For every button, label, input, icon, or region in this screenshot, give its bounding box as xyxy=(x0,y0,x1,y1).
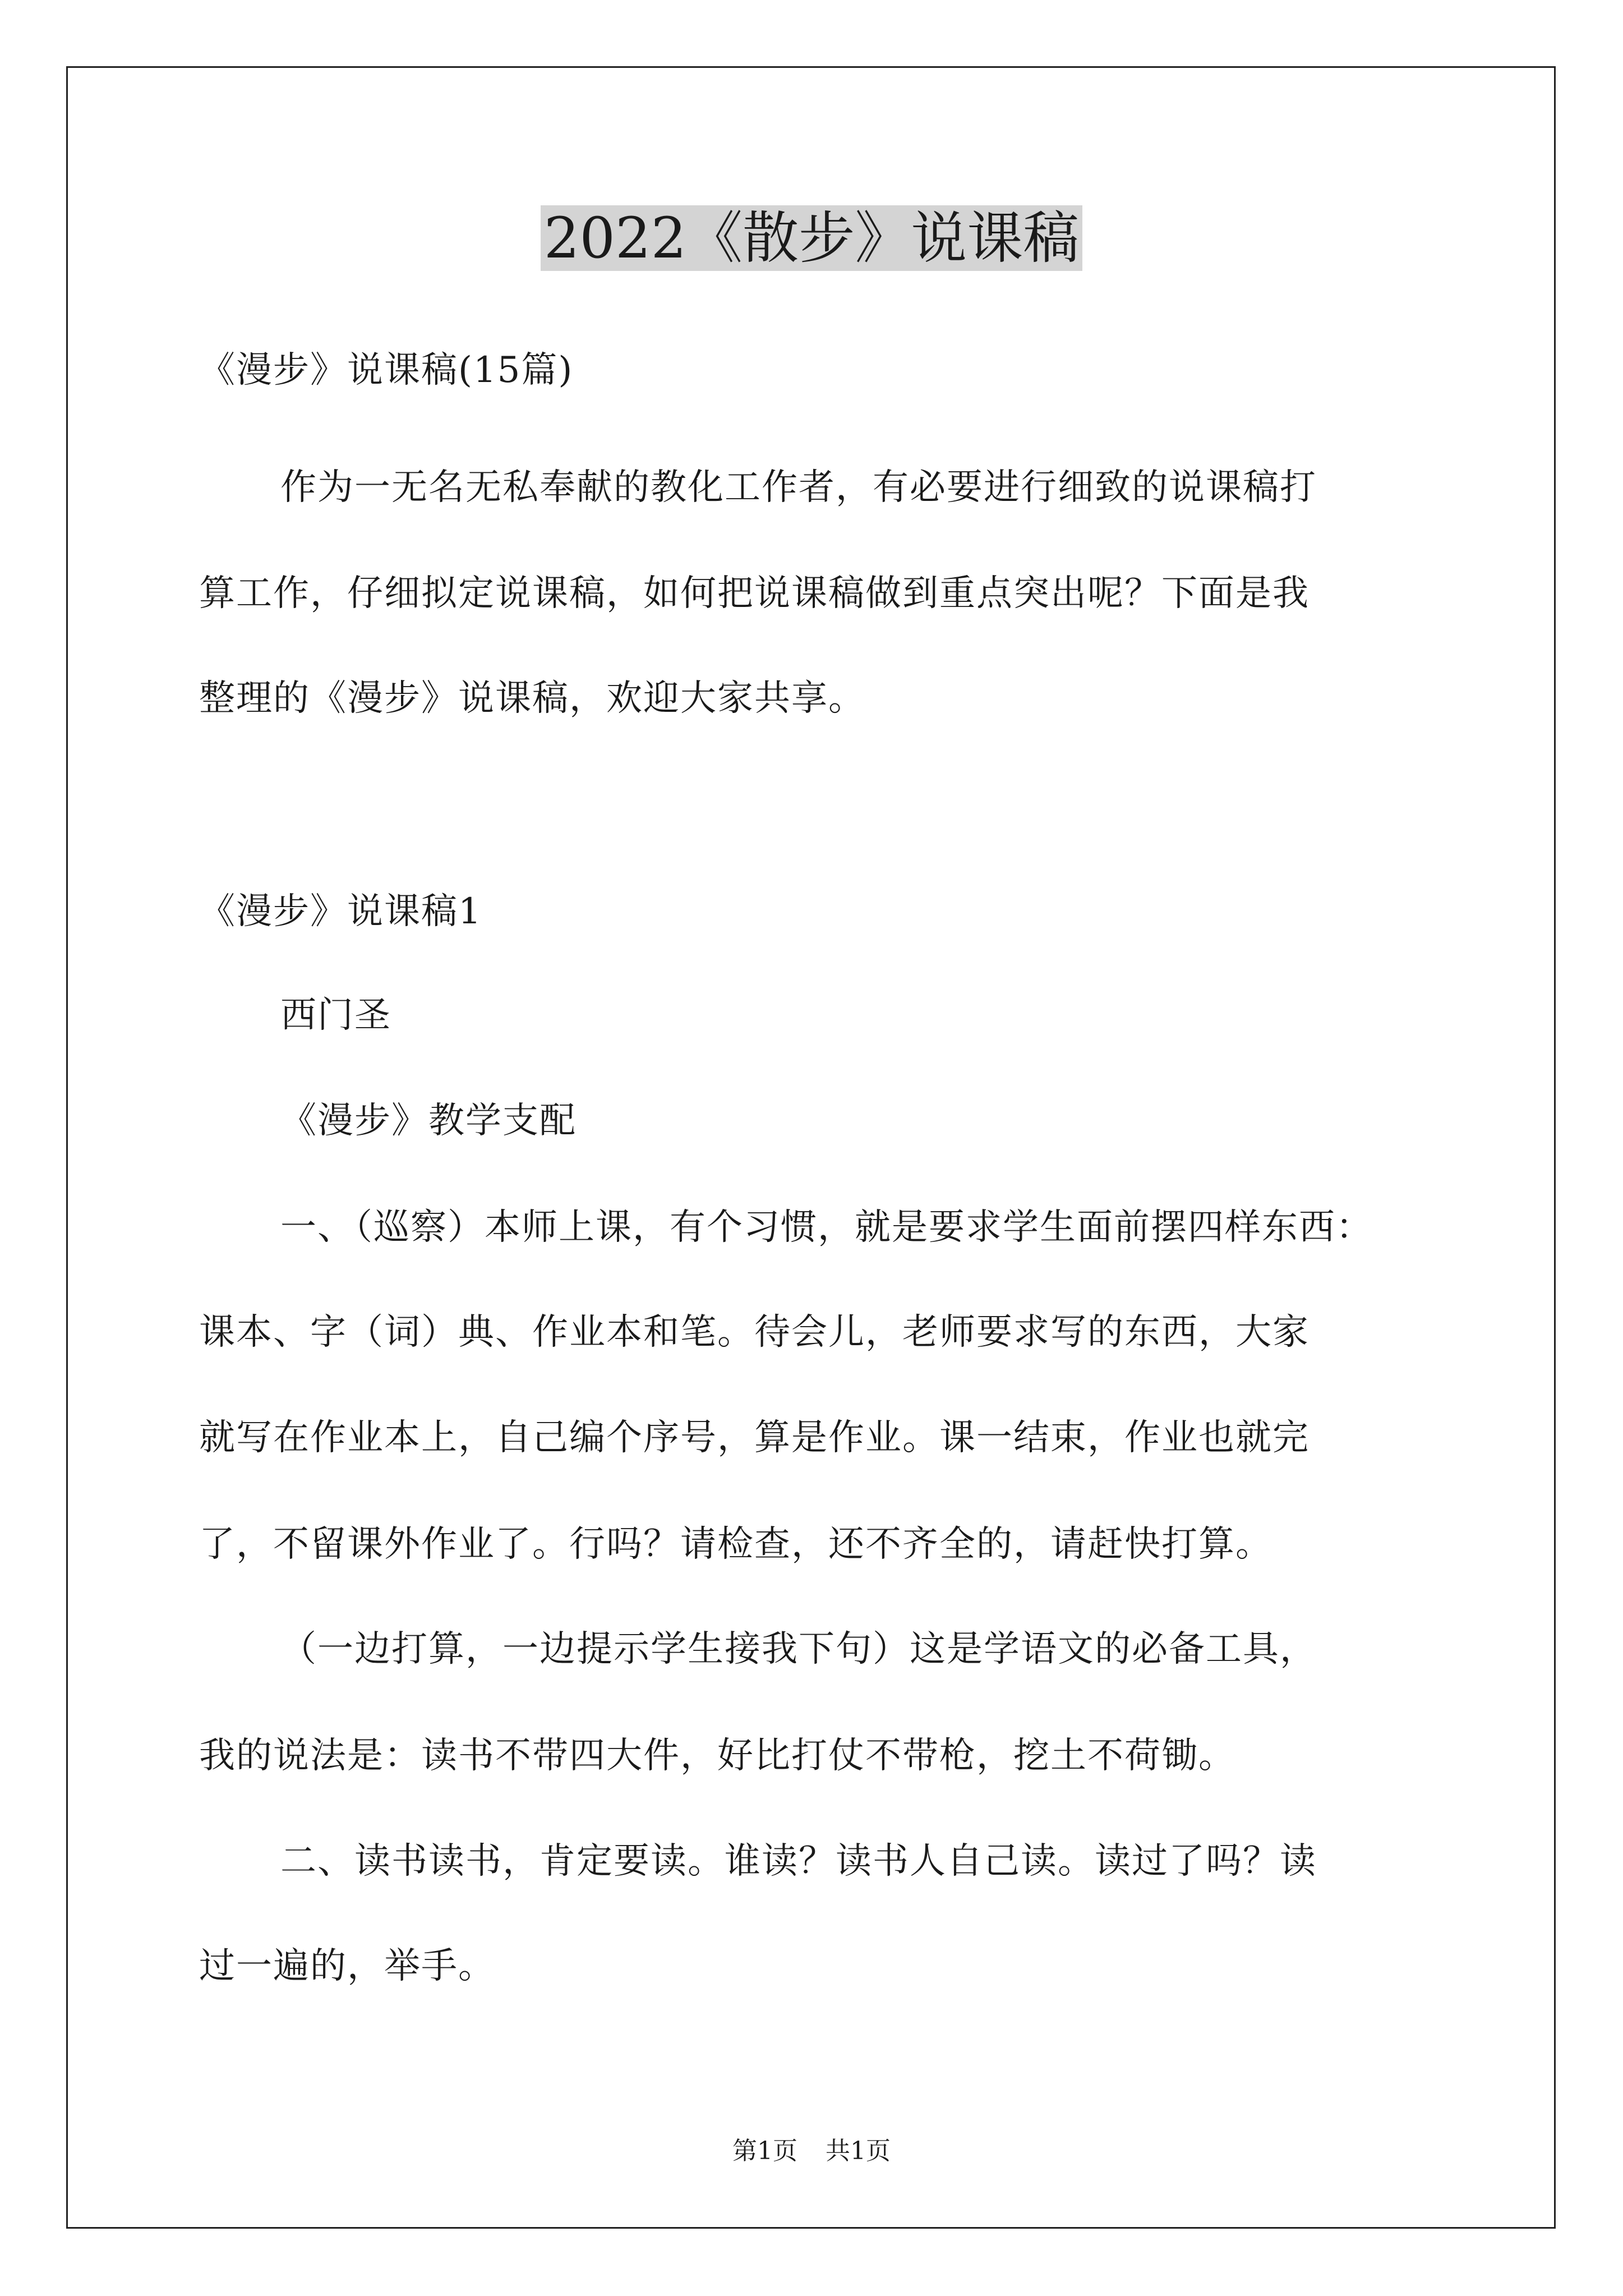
paragraph-line: 算工作，仔细拟定说课稿，如何把说课稿做到重点突出呢？下面是我 xyxy=(199,573,1310,614)
paragraph-line: 作为一无名无私奉献的教化工作者，有必要进行细致的说课稿打 xyxy=(280,467,1317,508)
paragraph-line: 了，不留课外作业了。行吗？请检查，还不齐全的，请赶快打算。 xyxy=(199,1524,1272,1565)
section-heading: 《漫步》说课稿1 xyxy=(199,891,482,932)
section-subheading: 《漫步》教学支配 xyxy=(280,1100,577,1142)
document-title-text: 2022《散步》说课稿 xyxy=(541,205,1083,271)
paragraph-line: 整理的《漫步》说课稿，欢迎大家共享。 xyxy=(199,678,865,719)
paragraph-line: 过一遍的，举手。 xyxy=(199,1945,495,1987)
paragraph-line: 我的说法是：读书不带四大件，好比打仗不带枪，挖土不荷锄。 xyxy=(199,1735,1235,1777)
page-total: 共1页 xyxy=(826,2137,891,2165)
paragraph-line: 二、读书读书，肯定要读。谁读？读书人自己读。读过了吗？读 xyxy=(280,1841,1317,1882)
page-footer xyxy=(0,2134,1623,2168)
paragraph-line: 课本、字（词）典、作业本和笔。待会儿，老师要求写的东西，大家 xyxy=(199,1312,1310,1353)
paragraph-line: 一、（巡察）本师上课，有个习惯，就是要求学生面前摆四样东西： xyxy=(280,1207,1373,1248)
paragraph-line: （一边打算，一边提示学生接我下句）这是学语文的必备工具， xyxy=(280,1628,1317,1670)
document-title xyxy=(0,199,1623,278)
paragraph-line: 就写在作业本上，自己编个序号，算是作业。课一结束，作业也就完 xyxy=(199,1417,1310,1458)
page-number: 第1页 xyxy=(732,2137,797,2165)
author-name: 西门圣 xyxy=(280,995,391,1036)
subtitle: 《漫步》说课稿(15篇) xyxy=(199,349,574,391)
